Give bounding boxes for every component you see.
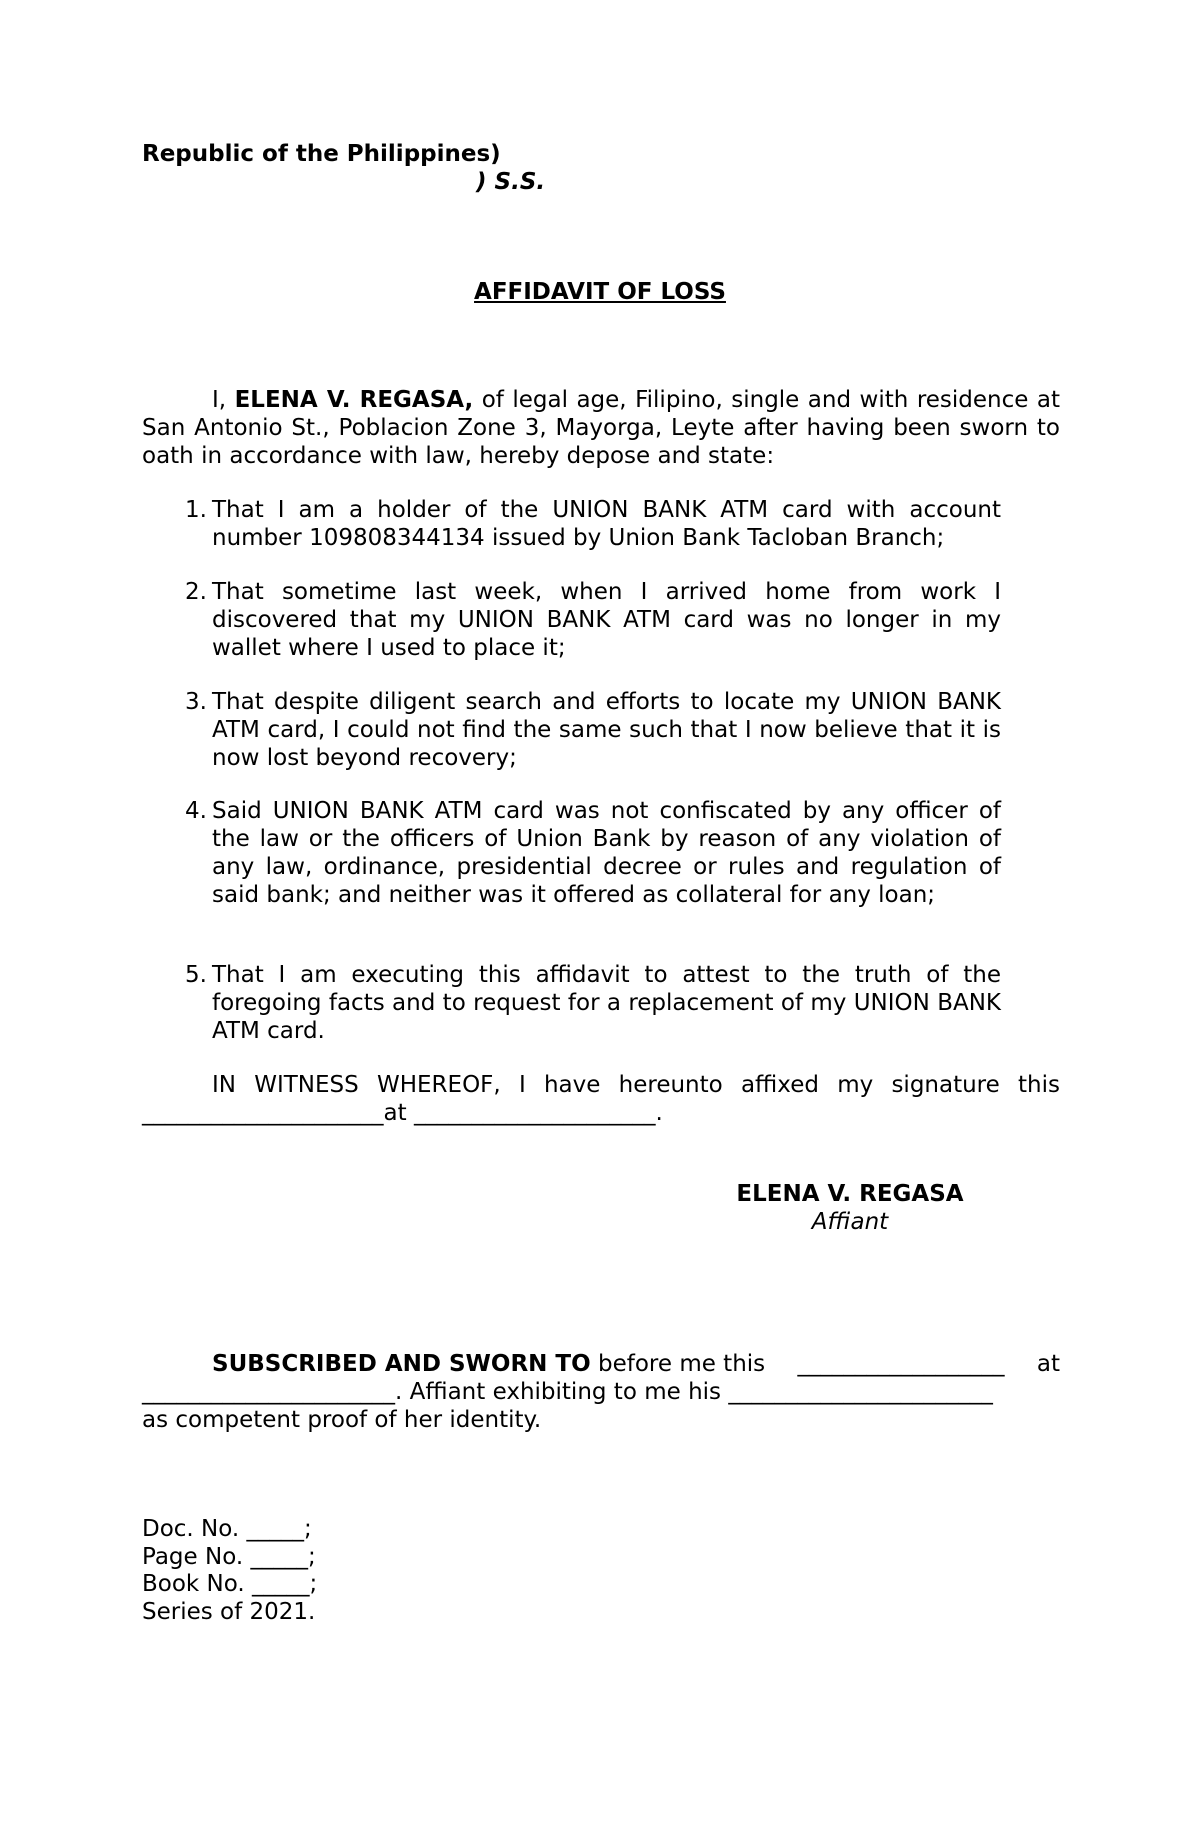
jurat-lead — [212, 1350, 765, 1378]
list-item — [185, 688, 1001, 772]
ss-line: ) S.S. — [476, 169, 546, 195]
list-number: 2. — [185, 579, 207, 605]
list-number: 5. — [185, 962, 207, 988]
signature-place-blank: _____________________ — [413, 1100, 656, 1126]
list-number: 3. — [185, 689, 207, 715]
list-item — [185, 496, 1001, 552]
jurat-text1: before me this — [590, 1351, 766, 1377]
list-item — [185, 578, 1001, 662]
jurat-line-2 — [142, 1378, 1060, 1406]
list-text: That sometime last week, when I arrived home from work I discovered that my UNION BANK ATM card was no longer in my wallet where I used to place it; — [212, 579, 1001, 661]
affiant-name-inline: ELENA V. REGASA, — [234, 387, 474, 413]
witness-date-place-line — [142, 1099, 663, 1127]
list-number: 1. — [185, 497, 207, 523]
list-item — [185, 961, 1001, 1045]
list-text: That despite diligent search and efforts to locate my UNION BANK ATM card, I could not find the same such that I now believe that it is now lost beyond recovery; — [212, 689, 1001, 771]
list-item — [185, 797, 1001, 909]
book-no: Book No. _____; — [142, 1571, 318, 1597]
witness-at: at — [383, 1100, 407, 1126]
affiant-name: ELENA V. REGASA — [736, 1181, 964, 1207]
list-text: That I am executing this affidavit to attest to the truth of the foregoing facts and to request for a replacement of my UNION BANK ATM card. — [212, 962, 1001, 1044]
page-no: Page No. _____; — [142, 1544, 316, 1570]
venue-line: Republic of the Philippines) — [142, 141, 501, 167]
jurat-bold: SUBSCRIBED AND SWORN TO — [212, 1351, 591, 1377]
signature-date-blank: _____________________ — [142, 1100, 384, 1126]
jurat-date-blank: __________________ — [797, 1351, 1005, 1377]
witness-end: . — [655, 1100, 663, 1126]
series: Series of 2021. — [142, 1599, 316, 1625]
list-number: 4. — [185, 798, 207, 824]
jurat-place-blank: ______________________ — [142, 1379, 395, 1405]
jurat-text2: at — [1036, 1351, 1060, 1377]
list-text: That I am a holder of the UNION BANK ATM card with account number 109808344134 issued by Union Bank Tacloban Branch; — [212, 497, 1001, 551]
jurat-line-3: as competent proof of her identity. — [142, 1407, 542, 1433]
doc-no: Doc. No. _____; — [142, 1516, 312, 1542]
affiant-role: Affiant — [811, 1209, 889, 1235]
intro-paragraph — [142, 386, 1060, 470]
page-title: AFFIDAVIT OF LOSS — [474, 279, 726, 305]
jurat-id-blank: _______________________ — [728, 1379, 993, 1405]
intro-text: of legal age, Filipino, single and with residence at San Antonio St., Poblacion Zone 3, Mayorga, Leyte after having been sworn to oath in accordance with law, hereby depose and state: — [142, 387, 1060, 469]
list-text: Said UNION BANK ATM card was not confiscated by any officer of the law or the officers of Union Bank by reason of any violation of any law, ordinance, presidential decree or rules and regulation of said bank; and neither was it offered as collateral for any loan; — [212, 798, 1001, 908]
intro-prefix: I, — [212, 387, 235, 413]
jurat-text3: . Affiant exhibiting to me his — [395, 1379, 729, 1405]
jurat-line-1 — [212, 1350, 1060, 1378]
witness-line: IN WITNESS WHEREOF, I have hereunto affixed my signature this — [212, 1072, 1060, 1098]
